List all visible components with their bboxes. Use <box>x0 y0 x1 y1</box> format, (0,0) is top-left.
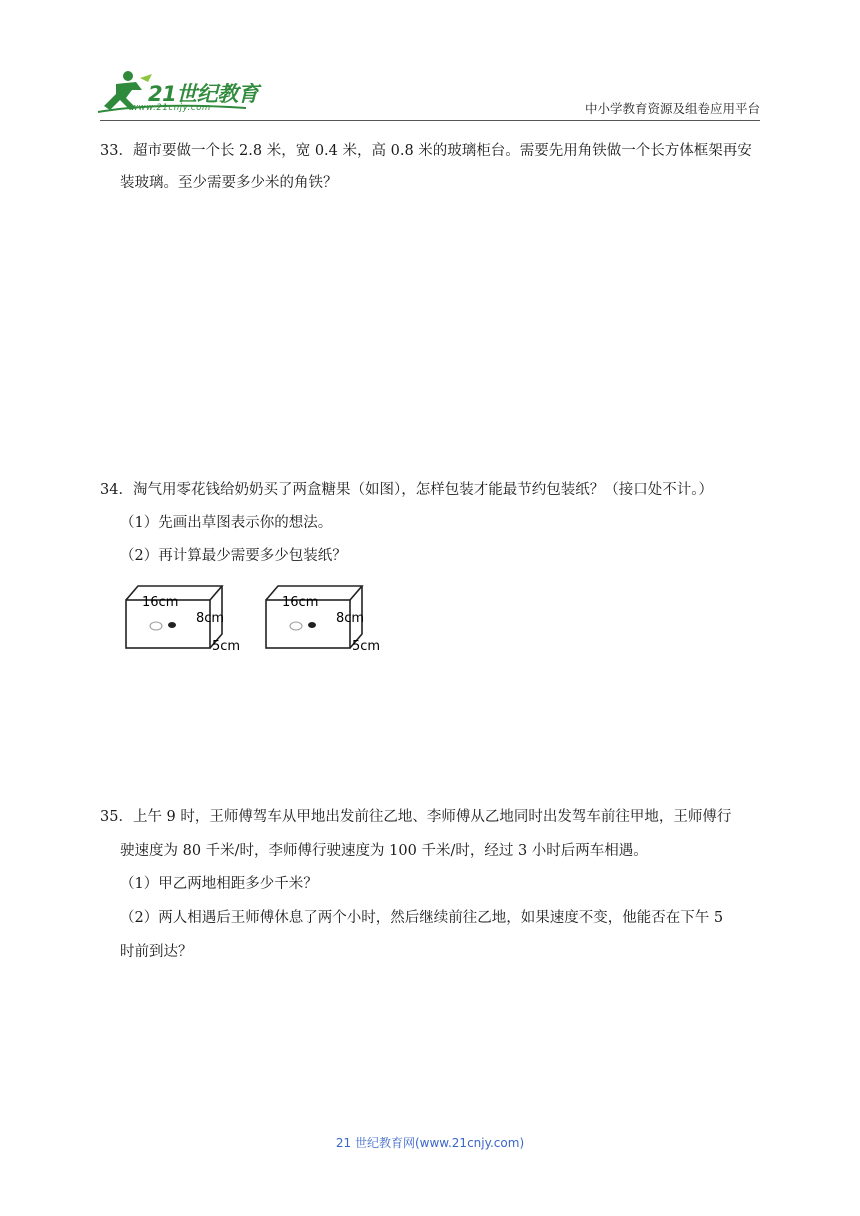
q33-line1: 33．超市要做一个长 2.8 米，宽 0.4 米，高 0.8 米的玻璃柜台。需要先用角铁做一个长方体框架再安 <box>100 143 752 159</box>
candy-boxes-figure <box>120 580 400 660</box>
logo-url: www.21cnjy.com <box>131 103 211 113</box>
page-footer: 21 世纪教育网(www.21cnjy.com) <box>335 1136 525 1150</box>
logo-text: 21世纪教育 <box>148 82 259 106</box>
candy-box-2 <box>266 586 380 654</box>
page-header <box>0 0 860 125</box>
q34-sub2: （2）再计算最少需要多少包装纸？ <box>120 548 347 564</box>
q35-sub1: （1）甲乙两地相距多少千米？ <box>120 876 318 892</box>
q33-line2: 装玻璃。至少需要多少米的角铁？ <box>120 175 338 191</box>
box2-length-label: 16cm <box>282 595 319 610</box>
q35-line2: 驶速度为 80 千米/时，李师傅行驶速度为 100 千米/时，经过 3 小时后两车相遇。 <box>120 843 648 859</box>
box2-height-label: 8cm <box>336 611 365 626</box>
platform-title: 中小学教育资源及组卷应用平台 <box>584 101 760 116</box>
box1-width-label: 5cm <box>212 639 241 654</box>
box1-length-label: 16cm <box>142 595 179 610</box>
header-divider <box>100 120 760 121</box>
q34-line1: 34．淘气用零花钱给奶奶买了两盒糖果（如图），怎样包装才能最节约包装纸？（接口处不计。） <box>100 482 713 498</box>
q35-sub2b: 时前到达？ <box>120 944 193 960</box>
q34-sub1: （1）先画出草图表示你的想法。 <box>120 515 333 531</box>
box1-height-label: 8cm <box>196 611 225 626</box>
candy-box-1 <box>126 586 240 654</box>
box2-width-label: 5cm <box>352 639 381 654</box>
q35-line1: 35．上午 9 时，王师傅驾车从甲地出发前往乙地、李师傅从乙地同时出发驾车前往甲地，王师傅行 <box>100 809 732 825</box>
q35-sub2a: （2）两人相遇后王师傅休息了两个小时，然后继续前往乙地，如果速度不变，他能否在下午 5 <box>120 910 724 926</box>
